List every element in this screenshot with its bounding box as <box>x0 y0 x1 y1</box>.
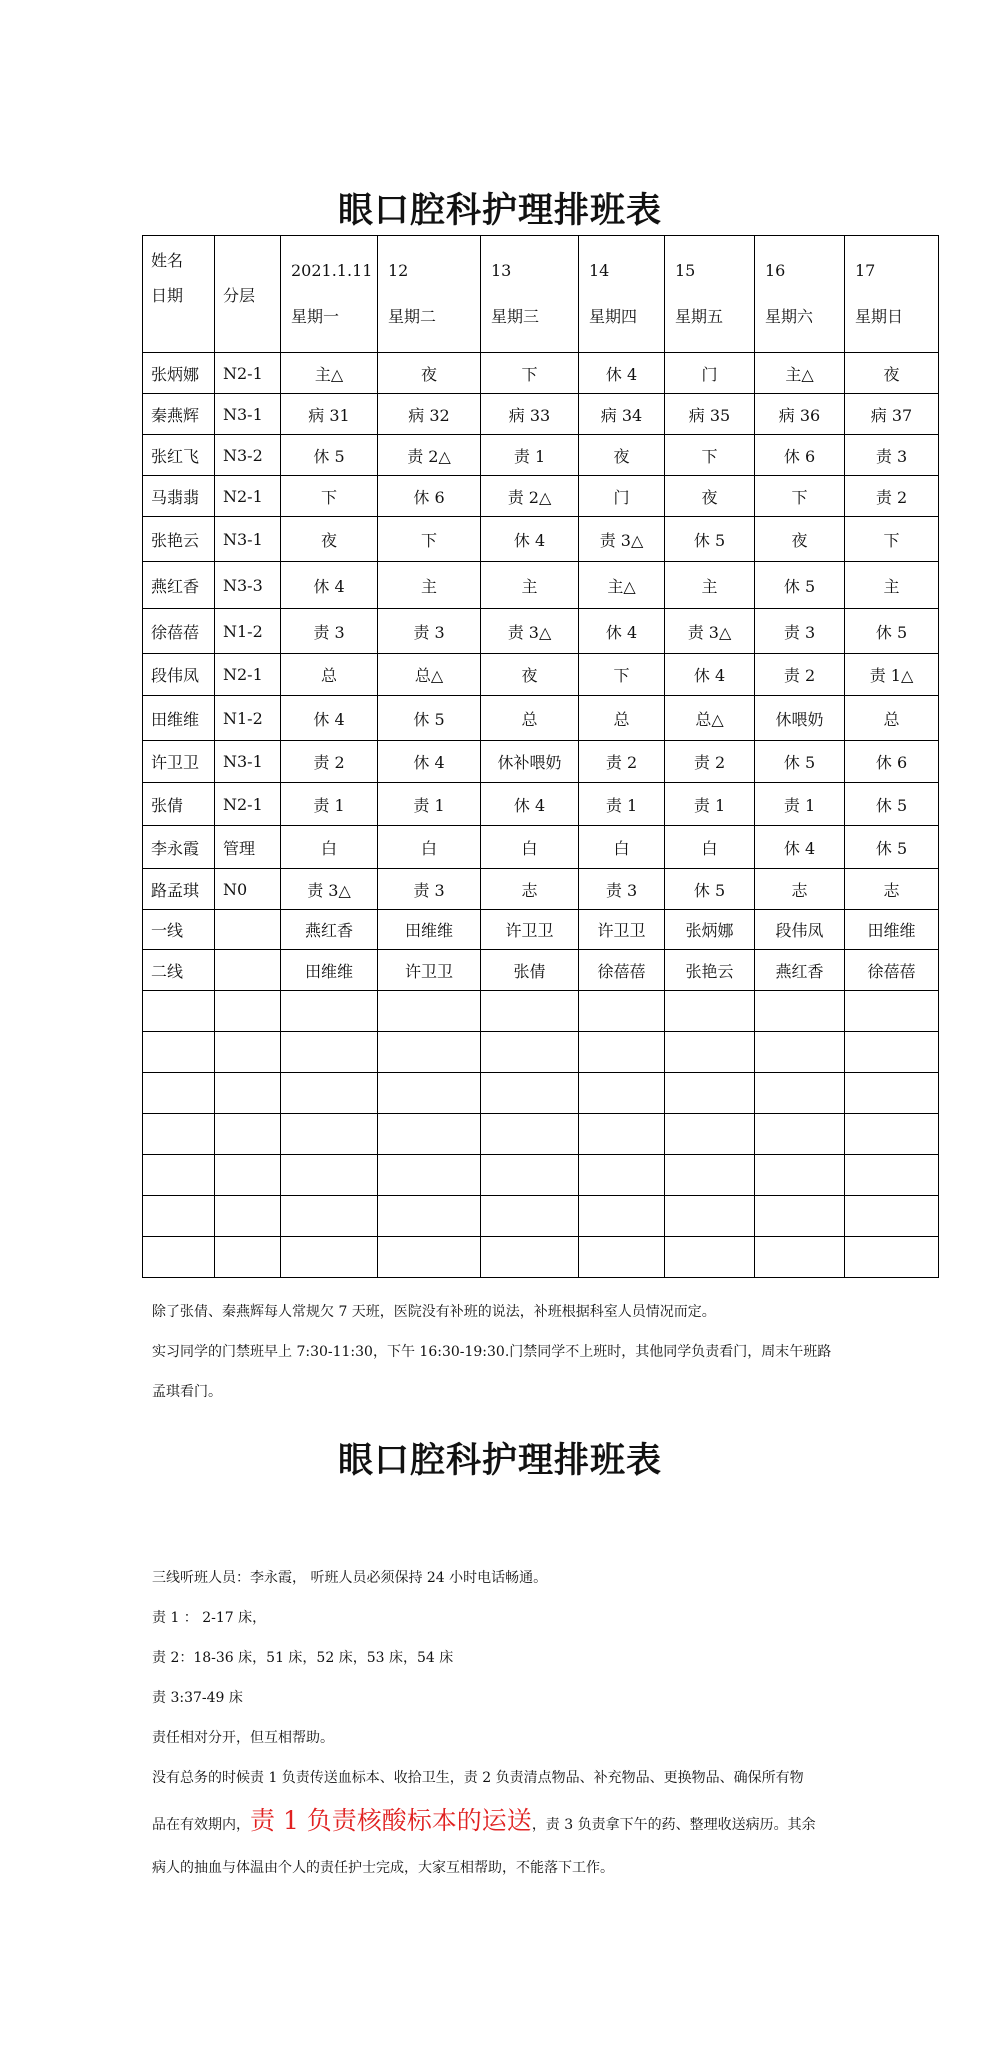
duty-line: 病人的抽血与体温由个人的责任护士完成，大家互相帮助，不能落下工作。 <box>152 1860 614 1876</box>
empty-cell <box>845 1237 939 1278</box>
shift-cell: 责 3△ <box>579 517 665 562</box>
shift-cell: 休 4 <box>579 353 665 394</box>
shift-cell: 主 <box>378 562 481 609</box>
shift-cell: 夜 <box>481 654 579 696</box>
staff-name: 李永霞 <box>143 826 215 869</box>
empty-cell <box>281 1114 378 1155</box>
empty-cell <box>281 1196 378 1237</box>
empty-cell <box>378 1073 481 1114</box>
shift-cell: 病 33 <box>481 394 579 435</box>
shift-cell: 休 5 <box>755 741 845 783</box>
empty-cell <box>378 1114 481 1155</box>
empty-cell <box>845 1155 939 1196</box>
shift-cell: 夜 <box>378 353 481 394</box>
header-day-cell <box>755 236 845 353</box>
shift-cell: 田维维 <box>281 950 378 991</box>
shift-cell: 下 <box>378 517 481 562</box>
empty-cell <box>845 1073 939 1114</box>
empty-row <box>143 1032 939 1073</box>
note-line: 除了张倩、秦燕辉每人常规欠 7 天班，医院没有补班的说法，补班根据科室人员情况而定。 <box>152 1304 716 1320</box>
shift-cell: 责 1△ <box>845 654 939 696</box>
empty-cell <box>378 1032 481 1073</box>
staff-layer: N3-1 <box>215 394 281 435</box>
staff-layer: N0 <box>215 869 281 910</box>
day-weekday: 星期一 <box>291 307 340 326</box>
empty-cell <box>755 1114 845 1155</box>
shift-cell: 责 1 <box>579 783 665 826</box>
shift-cell: 总 <box>579 696 665 741</box>
empty-cell <box>579 991 665 1032</box>
empty-cell <box>579 1196 665 1237</box>
shift-cell: 责 2△ <box>378 435 481 476</box>
empty-cell <box>845 1196 939 1237</box>
shift-cell: 休 5 <box>665 517 755 562</box>
empty-cell <box>579 1073 665 1114</box>
staff-name: 一线 <box>143 910 215 950</box>
staff-name: 许卫卫 <box>143 741 215 783</box>
empty-cell <box>755 1073 845 1114</box>
empty-cell <box>481 1237 579 1278</box>
day-date: 15 <box>675 261 696 280</box>
shift-cell: 田维维 <box>378 910 481 950</box>
shift-cell: 责 1 <box>281 783 378 826</box>
duty-line: 三线听班人员：李永霞， 听班人员必须保持 24 小时电话畅通。 <box>152 1570 548 1586</box>
empty-cell <box>215 1114 281 1155</box>
shift-cell: 许卫卫 <box>378 950 481 991</box>
staff-name: 张倩 <box>143 783 215 826</box>
shift-cell: 白 <box>665 826 755 869</box>
staff-layer <box>215 910 281 950</box>
shift-cell: 主△ <box>281 353 378 394</box>
empty-cell <box>755 1196 845 1237</box>
schedule-table <box>142 235 939 1278</box>
shift-cell: 总△ <box>378 654 481 696</box>
header-row <box>143 236 939 353</box>
shift-cell: 田维维 <box>845 910 939 950</box>
shift-cell: 下 <box>845 517 939 562</box>
staff-layer: N1-2 <box>215 609 281 654</box>
shift-cell: 志 <box>845 869 939 910</box>
empty-cell <box>143 1237 215 1278</box>
shift-cell: 责 3 <box>755 609 845 654</box>
empty-cell <box>281 1155 378 1196</box>
header-day-cell <box>845 236 939 353</box>
empty-cell <box>579 1114 665 1155</box>
shift-cell: 主 <box>845 562 939 609</box>
header-day-cell <box>281 236 378 353</box>
empty-cell <box>665 1073 755 1114</box>
shift-cell: 责 2 <box>281 741 378 783</box>
staff-name: 田维维 <box>143 696 215 741</box>
shift-cell: 燕红香 <box>755 950 845 991</box>
shift-cell: 休 4 <box>665 654 755 696</box>
shift-cell: 门 <box>665 353 755 394</box>
header-layer-cell <box>215 236 281 353</box>
staff-layer: N2-1 <box>215 654 281 696</box>
highlight-text: 责 1 负责核酸标本的运送 <box>250 1806 532 1835</box>
day-weekday: 星期四 <box>589 307 638 326</box>
empty-cell <box>481 991 579 1032</box>
day-weekday: 星期日 <box>855 307 904 326</box>
staff-name: 秦燕辉 <box>143 394 215 435</box>
shift-cell: 总 <box>481 696 579 741</box>
shift-cell: 休 5 <box>845 826 939 869</box>
shift-cell: 白 <box>481 826 579 869</box>
table-row <box>143 654 939 696</box>
shift-cell: 休 5 <box>665 869 755 910</box>
empty-cell <box>281 1237 378 1278</box>
shift-cell: 休 4 <box>378 741 481 783</box>
shift-cell: 休 4 <box>579 609 665 654</box>
page-title: 眼口腔科护理排班表 <box>337 190 662 231</box>
empty-cell <box>481 1196 579 1237</box>
empty-cell <box>845 1032 939 1073</box>
staff-layer: N2-1 <box>215 783 281 826</box>
empty-cell <box>665 1196 755 1237</box>
shift-cell: 志 <box>755 869 845 910</box>
staff-layer: N3-1 <box>215 741 281 783</box>
shift-cell: 责 3△ <box>281 869 378 910</box>
staff-layer: N3-3 <box>215 562 281 609</box>
empty-cell <box>481 1114 579 1155</box>
shift-cell: 休 6 <box>378 476 481 517</box>
table-row <box>143 696 939 741</box>
staff-layer: 管理 <box>215 826 281 869</box>
shift-cell: 主 <box>481 562 579 609</box>
shift-cell: 夜 <box>665 476 755 517</box>
shift-cell: 病 32 <box>378 394 481 435</box>
shift-cell: 休喂奶 <box>755 696 845 741</box>
staff-name: 路孟琪 <box>143 869 215 910</box>
shift-cell: 夜 <box>281 517 378 562</box>
empty-cell <box>378 1237 481 1278</box>
shift-cell: 徐蓓蓓 <box>579 950 665 991</box>
day-weekday: 星期五 <box>675 307 724 326</box>
empty-cell <box>579 1155 665 1196</box>
name-label: 姓名 <box>151 251 184 270</box>
shift-cell: 主 <box>665 562 755 609</box>
table-row <box>143 609 939 654</box>
header-name-date-cell <box>143 236 215 353</box>
empty-cell <box>143 991 215 1032</box>
staff-name: 张炳娜 <box>143 353 215 394</box>
empty-cell <box>281 1032 378 1073</box>
day-weekday: 星期二 <box>388 307 437 326</box>
shift-cell: 张艳云 <box>665 950 755 991</box>
shift-cell: 休 4 <box>281 562 378 609</box>
shift-cell: 徐蓓蓓 <box>845 950 939 991</box>
empty-cell <box>665 1114 755 1155</box>
shift-cell: 责 3 <box>579 869 665 910</box>
shift-cell: 白 <box>378 826 481 869</box>
empty-cell <box>481 1073 579 1114</box>
staff-layer: N3-2 <box>215 435 281 476</box>
shift-cell: 责 2 <box>845 476 939 517</box>
shift-cell: 责 2 <box>579 741 665 783</box>
staff-name: 马翡翡 <box>143 476 215 517</box>
empty-cell <box>378 991 481 1032</box>
shift-cell: 张倩 <box>481 950 579 991</box>
note-line: 实习同学的门禁班早上 7:30-11:30，下午 16:30-19:30.门禁同学不上班时，其他同学负责看门，周末午班路 <box>152 1344 832 1360</box>
shift-cell: 责 2 <box>755 654 845 696</box>
shift-cell: 主△ <box>579 562 665 609</box>
shift-cell: 责 1 <box>378 783 481 826</box>
table-row <box>143 562 939 609</box>
day-date: 16 <box>765 261 786 280</box>
shift-cell: 段伟凤 <box>755 910 845 950</box>
shift-cell: 休 5 <box>845 609 939 654</box>
duty-line: 没有总务的时候责 1 负责传送血标本、收拾卫生，责 2 负责清点物品、补充物品、更换物品、确保所有物 <box>152 1770 804 1786</box>
staff-name: 张艳云 <box>143 517 215 562</box>
empty-cell <box>665 1237 755 1278</box>
empty-cell <box>481 1032 579 1073</box>
empty-cell <box>215 1155 281 1196</box>
empty-row <box>143 1196 939 1237</box>
shift-cell: 休 4 <box>281 696 378 741</box>
empty-cell <box>143 1155 215 1196</box>
empty-cell <box>579 1237 665 1278</box>
shift-cell: 夜 <box>755 517 845 562</box>
date-label: 日期 <box>151 286 184 305</box>
shift-cell: 责 1 <box>665 783 755 826</box>
empty-row <box>143 991 939 1032</box>
staff-name: 张红飞 <box>143 435 215 476</box>
empty-cell <box>665 1155 755 1196</box>
page-title-2: 眼口腔科护理排班表 <box>337 1440 662 1481</box>
empty-cell <box>215 1196 281 1237</box>
shift-cell: 休 5 <box>378 696 481 741</box>
empty-cell <box>755 1032 845 1073</box>
header-day-cell <box>481 236 579 353</box>
shift-cell: 责 3 <box>281 609 378 654</box>
day-date: 2021.1.11 <box>291 261 373 280</box>
empty-cell <box>215 991 281 1032</box>
table-row <box>143 353 939 394</box>
shift-cell: 病 36 <box>755 394 845 435</box>
shift-cell: 夜 <box>579 435 665 476</box>
shift-cell: 责 1 <box>481 435 579 476</box>
shift-cell: 主△ <box>755 353 845 394</box>
duty-line: 责任相对分开，但互相帮助。 <box>152 1730 334 1746</box>
day-date: 17 <box>855 261 876 280</box>
header-day-cell <box>665 236 755 353</box>
duty-line: 责 2：18-36 床，51 床，52 床，53 床，54 床 <box>152 1650 454 1666</box>
shift-cell: 病 31 <box>281 394 378 435</box>
shift-cell: 许卫卫 <box>481 910 579 950</box>
empty-cell <box>281 1073 378 1114</box>
layer-label: 分层 <box>223 285 256 305</box>
duty-text: ，责 3 负责拿下午的药、整理收送病历。其余 <box>531 1817 816 1833</box>
shift-cell: 白 <box>281 826 378 869</box>
shift-cell: 责 3△ <box>665 609 755 654</box>
table-row <box>143 826 939 869</box>
table-row <box>143 517 939 562</box>
shift-cell: 总△ <box>665 696 755 741</box>
staff-name: 二线 <box>143 950 215 991</box>
empty-cell <box>665 991 755 1032</box>
shift-cell: 燕红香 <box>281 910 378 950</box>
shift-cell: 下 <box>481 353 579 394</box>
day-date: 12 <box>388 261 409 280</box>
day-date: 13 <box>491 261 512 280</box>
empty-cell <box>378 1196 481 1237</box>
empty-cell <box>143 1032 215 1073</box>
staff-layer: N1-2 <box>215 696 281 741</box>
shift-cell: 责 3 <box>378 609 481 654</box>
shift-cell: 休 4 <box>481 517 579 562</box>
header-day-cell <box>579 236 665 353</box>
shift-cell: 休 6 <box>845 741 939 783</box>
shift-cell: 休 4 <box>755 826 845 869</box>
empty-cell <box>215 1073 281 1114</box>
table-row <box>143 869 939 910</box>
staff-layer: N2-1 <box>215 353 281 394</box>
shift-cell: 休补喂奶 <box>481 741 579 783</box>
shift-cell: 总 <box>281 654 378 696</box>
shift-cell: 责 2 <box>665 741 755 783</box>
empty-cell <box>378 1155 481 1196</box>
shift-cell: 白 <box>579 826 665 869</box>
empty-cell <box>845 1114 939 1155</box>
shift-cell: 总 <box>845 696 939 741</box>
empty-row <box>143 1155 939 1196</box>
duty-line: 责 3:37-49 床 <box>152 1690 243 1706</box>
shift-cell: 休 4 <box>481 783 579 826</box>
table-row <box>143 741 939 783</box>
shift-cell: 病 35 <box>665 394 755 435</box>
staff-layer <box>215 950 281 991</box>
shift-cell: 责 3△ <box>481 609 579 654</box>
shift-cell: 责 1 <box>755 783 845 826</box>
shift-cell: 夜 <box>845 353 939 394</box>
staff-layer: N2-1 <box>215 476 281 517</box>
shift-cell: 病 37 <box>845 394 939 435</box>
empty-cell <box>143 1196 215 1237</box>
empty-row <box>143 1114 939 1155</box>
day-date: 14 <box>589 261 610 280</box>
empty-cell <box>845 991 939 1032</box>
note-line: 孟琪看门。 <box>152 1384 222 1400</box>
empty-cell <box>215 1237 281 1278</box>
empty-cell <box>755 1237 845 1278</box>
shift-cell: 下 <box>665 435 755 476</box>
shift-cell: 下 <box>281 476 378 517</box>
shift-cell: 门 <box>579 476 665 517</box>
shift-cell: 责 3 <box>378 869 481 910</box>
empty-row <box>143 1073 939 1114</box>
empty-cell <box>215 1032 281 1073</box>
empty-cell <box>143 1114 215 1155</box>
empty-cell <box>281 991 378 1032</box>
empty-cell <box>755 991 845 1032</box>
staff-name: 燕红香 <box>143 562 215 609</box>
day-weekday: 星期六 <box>765 307 814 326</box>
shift-cell: 下 <box>755 476 845 517</box>
shift-cell: 责 2△ <box>481 476 579 517</box>
empty-cell <box>579 1032 665 1073</box>
shift-cell: 下 <box>579 654 665 696</box>
empty-cell <box>755 1155 845 1196</box>
duty-line: 责 1 ： 2-17 床， <box>152 1610 267 1626</box>
header-day-cell <box>378 236 481 353</box>
day-weekday: 星期三 <box>491 307 540 326</box>
shift-cell: 张炳娜 <box>665 910 755 950</box>
table-row <box>143 435 939 476</box>
empty-row <box>143 1237 939 1278</box>
table-row <box>143 783 939 826</box>
table-row <box>143 950 939 991</box>
empty-cell <box>665 1032 755 1073</box>
shift-cell: 许卫卫 <box>579 910 665 950</box>
shift-cell: 休 5 <box>281 435 378 476</box>
staff-name: 徐蓓蓓 <box>143 609 215 654</box>
empty-cell <box>143 1073 215 1114</box>
table-row <box>143 476 939 517</box>
shift-cell: 休 5 <box>845 783 939 826</box>
staff-name: 段伟凤 <box>143 654 215 696</box>
staff-layer: N3-1 <box>215 517 281 562</box>
table-row <box>143 394 939 435</box>
shift-cell: 责 3 <box>845 435 939 476</box>
shift-cell: 休 5 <box>755 562 845 609</box>
shift-cell: 志 <box>481 869 579 910</box>
duty-text: 品在有效期内， <box>152 1817 250 1833</box>
empty-cell <box>481 1155 579 1196</box>
duty-line <box>152 1806 816 1840</box>
shift-cell: 病 34 <box>579 394 665 435</box>
shift-cell: 休 6 <box>755 435 845 476</box>
table-row <box>143 910 939 950</box>
